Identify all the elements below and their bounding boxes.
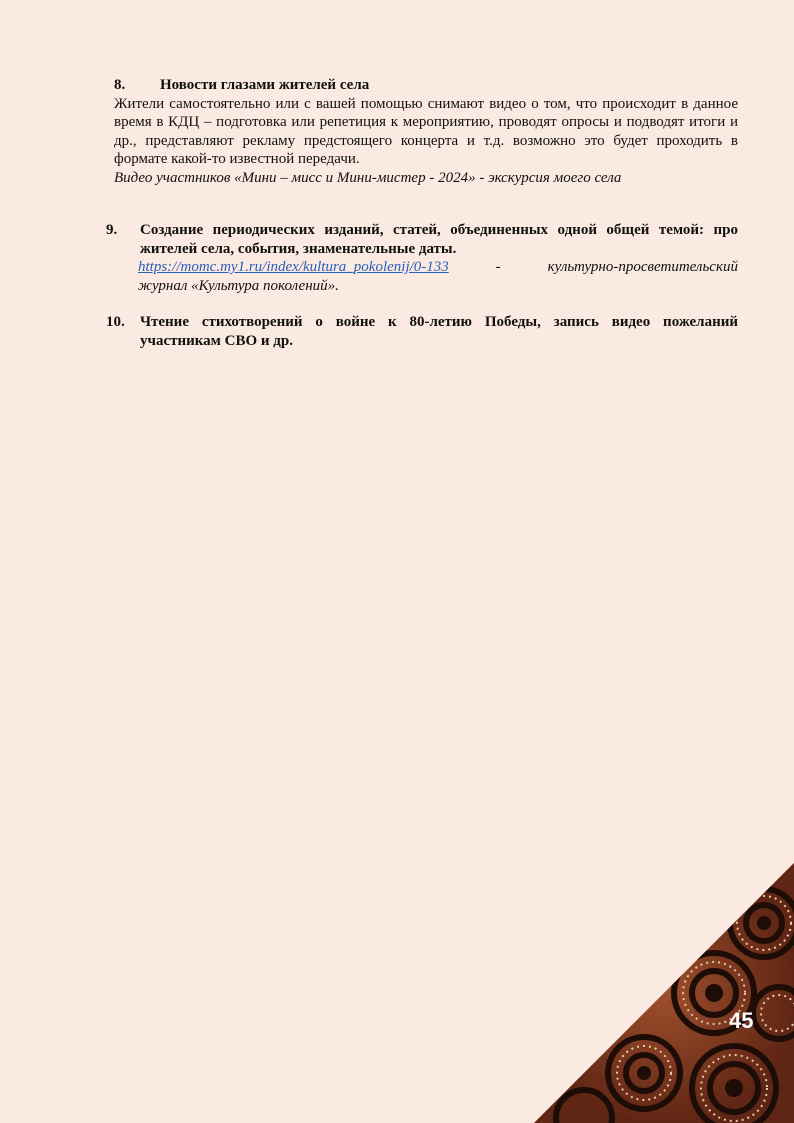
list-item-10-number: 10. (106, 314, 125, 330)
journal-desc-first: культурно-просветительский (547, 259, 738, 275)
decorative-corner-ornament (534, 863, 794, 1123)
section-8-italic-note: Видео участников «Мини – мисс и Мини-мистер - 2024» - экскурсия моего села (114, 169, 622, 186)
list-item-9 (106, 221, 738, 258)
list-item-9-number: 9. (106, 222, 118, 238)
section-8-heading (114, 76, 738, 95)
journal-desc-second: журнал «Культура поколений». (138, 277, 339, 294)
list-item-9-details (114, 258, 738, 295)
page-content (106, 76, 738, 350)
list-item-9-link-line (138, 258, 738, 277)
spacer (114, 295, 738, 313)
section-8-body: Жители самостоятельно или с вашей помощью снимают видео о том, что происходит в данное время в КДЦ – подготовка или репетиция к мероприятию, проводят опросы и подводят итоги и др., представляют рекламу предстоящего концерта и т.д. возможно это будет проходить в формате какой-то известной передачи. (114, 95, 738, 167)
list-item-10-title: Чтение стихотворений о войне к 80-летию Победы, запись видео пожеланий участникам СВО и др. (140, 314, 738, 349)
page-number: 45 (729, 1008, 754, 1033)
section-8-title: Новости глазами жителей села (160, 77, 370, 93)
spacer (114, 187, 738, 221)
link-dash: - (495, 259, 501, 275)
journal-link[interactable]: https://momc.my1.ru/index/kultura_pokolenij/0-133 (138, 259, 449, 275)
list-item-9-title: Создание периодических изданий, статей, объединенных одной общей темой: про жителей села, события, знаменательные даты. (140, 222, 738, 257)
section-8-number: 8. (114, 77, 126, 93)
list-item-10 (106, 313, 738, 350)
